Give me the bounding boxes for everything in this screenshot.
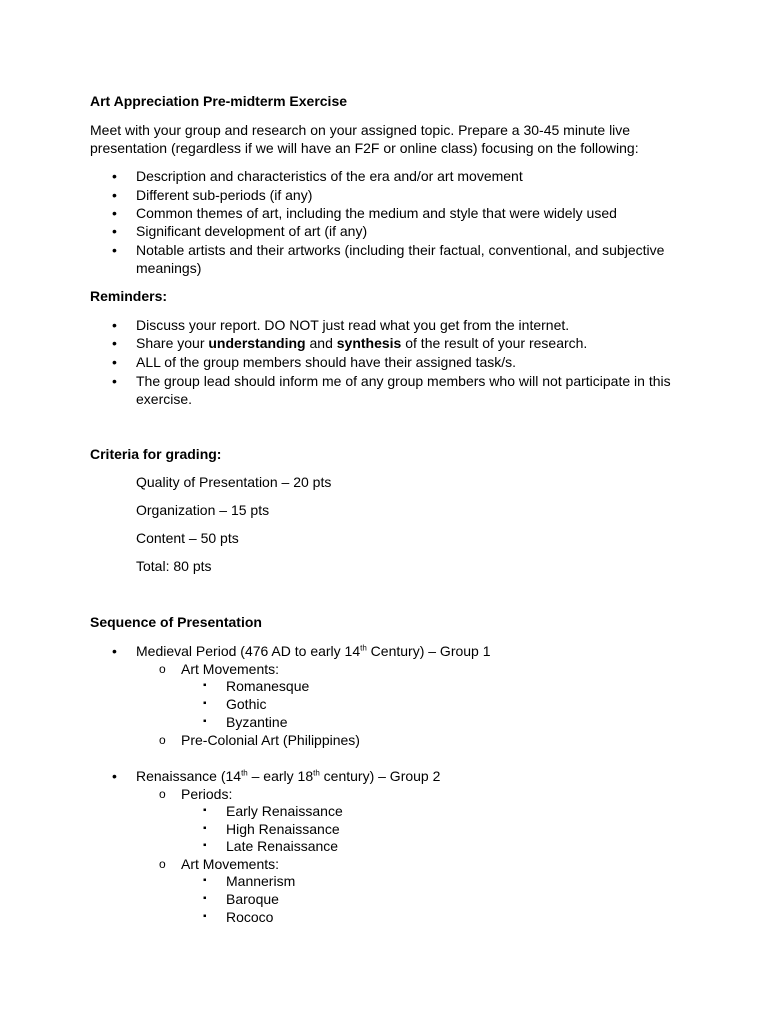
focus-item: Description and characteristics of the era and/or art movement [136, 168, 523, 184]
superscript: th [313, 768, 320, 778]
movement-item: Romanesque [226, 678, 310, 694]
medieval-text: Century) – Group 1 [366, 643, 491, 659]
emphasis-understanding: understanding [208, 335, 306, 351]
period-item: Late Renaissance [226, 838, 339, 854]
emphasis-synthesis: synthesis [336, 335, 402, 351]
circle-bullet-icon [159, 731, 166, 749]
medieval-text: Medieval Period (476 AD to early 14 [136, 643, 361, 659]
bullet-icon [112, 334, 117, 352]
renaissance-text: Renaissance (14 [136, 768, 242, 784]
criteria-total: Total: 80 pts [136, 558, 212, 574]
renaissance-movements-label: Art Movements: [181, 856, 280, 872]
movement-item: Mannerism [226, 873, 296, 889]
movement-item: Rococo [226, 909, 274, 925]
medieval-movements-label: Art Movements: [181, 661, 280, 677]
circle-bullet-icon [159, 785, 166, 803]
square-bullet-icon [203, 677, 207, 695]
bullet-icon [112, 767, 117, 785]
reminder-item: The group lead should inform me of any group members who will not participate in this [136, 373, 671, 389]
square-bullet-icon [203, 890, 207, 908]
focus-item: Common themes of art, including the medium and style that were widely used [136, 205, 617, 221]
bullet-icon [112, 372, 117, 390]
movement-item: Gothic [226, 696, 267, 712]
reminder-item: Discuss your report. DO NOT just read what you get from the internet. [136, 317, 570, 333]
bullet-icon [112, 186, 117, 204]
reminder-text: Share your [136, 335, 209, 351]
bullet-icon [112, 316, 117, 334]
medieval-period-item [136, 642, 491, 660]
period-item: Early Renaissance [226, 803, 343, 819]
document-title: Art Appreciation Pre-midterm Exercise [90, 93, 348, 109]
reminder-text: of the result of your research. [401, 335, 588, 351]
focus-item: Different sub-periods (if any) [136, 187, 313, 203]
focus-item: Notable artists and their artworks (including their factual, conventional, and subjective [136, 242, 665, 258]
renaissance-item [136, 767, 440, 785]
focus-item: Significant development of art (if any) [136, 223, 368, 239]
square-bullet-icon [203, 713, 207, 731]
bullet-icon [112, 642, 117, 660]
square-bullet-icon [203, 837, 207, 855]
reminder-item-continuation: exercise. [136, 391, 193, 407]
bullet-icon [112, 241, 117, 259]
renaissance-text: – early 18 [247, 768, 314, 784]
movement-item: Byzantine [226, 714, 288, 730]
renaissance-text: century) – Group 2 [319, 768, 441, 784]
bullet-icon [112, 353, 117, 371]
criteria-organization: Organization – 15 pts [136, 502, 270, 518]
square-bullet-icon [203, 820, 207, 838]
reminder-item [136, 334, 587, 352]
movement-item: Baroque [226, 891, 279, 907]
focus-item-continuation: meanings) [136, 260, 202, 276]
period-item: High Renaissance [226, 821, 340, 837]
reminders-heading: Reminders: [90, 288, 168, 304]
renaissance-periods-label: Periods: [181, 786, 233, 802]
superscript: th [360, 643, 367, 653]
square-bullet-icon [203, 802, 207, 820]
square-bullet-icon [203, 872, 207, 890]
intro-line-1: Meet with your group and research on your assigned topic. Prepare a 30-45 minute live [90, 122, 631, 138]
criteria-quality: Quality of Presentation – 20 pts [136, 474, 332, 490]
circle-bullet-icon [159, 660, 166, 678]
circle-bullet-icon [159, 855, 166, 873]
bullet-icon [112, 222, 117, 240]
reminder-text: and [305, 335, 337, 351]
bullet-icon [112, 204, 117, 222]
sequence-heading: Sequence of Presentation [90, 614, 262, 630]
reminder-item: ALL of the group members should have their assigned task/s. [136, 354, 517, 370]
square-bullet-icon [203, 908, 207, 926]
precolonial-item: Pre-Colonial Art (Philippines) [181, 732, 360, 748]
superscript: th [241, 768, 248, 778]
square-bullet-icon [203, 695, 207, 713]
criteria-content: Content – 50 pts [136, 530, 239, 546]
criteria-heading: Criteria for grading: [90, 446, 222, 462]
bullet-icon [112, 167, 117, 185]
intro-line-2: presentation (regardless if we will have an F2F or online class) focusing on the following: [90, 140, 639, 156]
